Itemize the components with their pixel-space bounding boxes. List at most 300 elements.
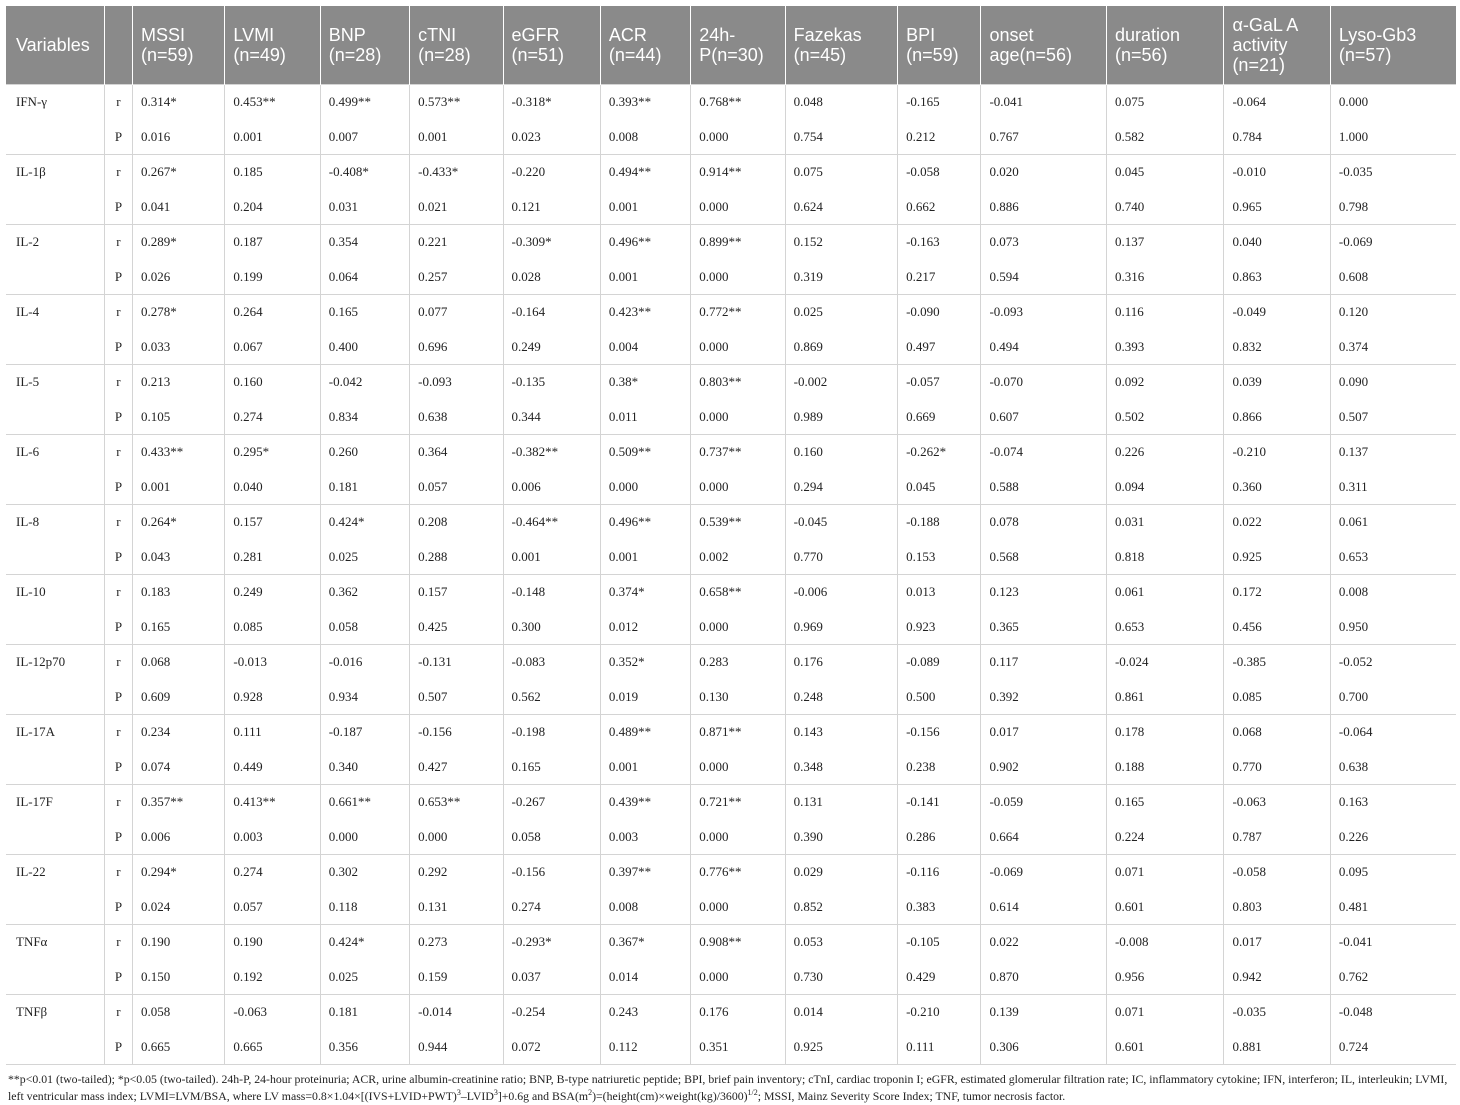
r-value-cell: -0.090 [898, 295, 981, 330]
p-value-cell: 0.130 [691, 680, 785, 715]
statistic-label-cell: P [104, 1030, 132, 1065]
r-value-cell: -0.024 [1106, 645, 1223, 680]
r-value-cell: -0.156 [898, 715, 981, 750]
p-value-cell: 0.014 [600, 960, 690, 995]
r-value-cell: 0.031 [1106, 505, 1223, 540]
p-value-cell: 0.798 [1330, 190, 1456, 225]
variable-cell: IL-22 [6, 855, 104, 890]
r-value-cell: 0.181 [320, 995, 409, 1030]
p-value-cell: 0.881 [1224, 1030, 1330, 1065]
r-value-cell: -0.148 [503, 575, 600, 610]
statistic-label-cell: P [104, 330, 132, 365]
r-value-cell: 0.653** [410, 785, 503, 820]
p-value-cell: 0.928 [225, 680, 320, 715]
r-value-cell: 0.260 [320, 435, 409, 470]
p-value-cell: 0.601 [1106, 1030, 1223, 1065]
p-value-cell: 0.787 [1224, 820, 1330, 855]
p-value-cell: 0.767 [981, 120, 1107, 155]
r-value-cell: -0.008 [1106, 925, 1223, 960]
p-value-cell: 0.105 [133, 400, 225, 435]
p-value-cell: 0.607 [981, 400, 1107, 435]
p-value-cell: 0.000 [691, 960, 785, 995]
p-value-cell: 0.165 [503, 750, 600, 785]
r-value-cell: 0.509** [600, 435, 690, 470]
p-value-cell: 0.653 [1330, 540, 1456, 575]
r-value-cell: 0.131 [785, 785, 897, 820]
p-value-cell: 0.188 [1106, 750, 1223, 785]
table-row [6, 330, 1456, 365]
variable-cell: TNFβ [6, 995, 104, 1030]
r-value-cell: -0.006 [785, 575, 897, 610]
r-value-cell: 0.025 [785, 295, 897, 330]
p-value-cell: 0.393 [1106, 330, 1223, 365]
r-value-cell: 0.077 [410, 295, 503, 330]
p-value-cell: 1.000 [1330, 120, 1456, 155]
r-value-cell: 0.157 [225, 505, 320, 540]
variable-cell: IL-17A [6, 715, 104, 750]
p-value-cell: 0.085 [225, 610, 320, 645]
p-value-cell: 0.001 [600, 540, 690, 575]
r-value-cell: 0.494** [600, 155, 690, 190]
p-value-cell: 0.344 [503, 400, 600, 435]
p-value-cell: 0.016 [133, 120, 225, 155]
r-value-cell: 0.075 [785, 155, 897, 190]
r-value-cell: 0.008 [1330, 575, 1456, 610]
r-value-cell: 0.176 [785, 645, 897, 680]
table-row [6, 610, 1456, 645]
r-value-cell: -0.163 [898, 225, 981, 260]
p-value-cell: 0.281 [225, 540, 320, 575]
r-value-cell: -0.057 [898, 365, 981, 400]
p-value-cell: 0.942 [1224, 960, 1330, 995]
p-value-cell: 0.724 [1330, 1030, 1456, 1065]
r-value-cell: -0.048 [1330, 995, 1456, 1030]
variable-cell [6, 260, 104, 295]
p-value-cell: 0.000 [691, 610, 785, 645]
p-value-cell: 0.012 [600, 610, 690, 645]
r-value-cell: -0.063 [225, 995, 320, 1030]
p-value-cell: 0.400 [320, 330, 409, 365]
variable-cell [6, 190, 104, 225]
correlation-table [6, 6, 1456, 1065]
r-value-cell: -0.318* [503, 85, 600, 120]
footnote-text: ; MSSI, Mainz Severity Score Index; TNF, tumor necrosis factor. [757, 1089, 1066, 1103]
r-value-cell: 0.172 [1224, 575, 1330, 610]
p-value-cell: 0.863 [1224, 260, 1330, 295]
variable-cell: IL-4 [6, 295, 104, 330]
variable-cell [6, 610, 104, 645]
p-value-cell: 0.869 [785, 330, 897, 365]
p-value-cell: 0.770 [1224, 750, 1330, 785]
r-value-cell: 0.721** [691, 785, 785, 820]
r-value-cell: 0.071 [1106, 995, 1223, 1030]
p-value-cell: 0.481 [1330, 890, 1456, 925]
p-value-cell: 0.923 [898, 610, 981, 645]
r-value-cell: 0.871** [691, 715, 785, 750]
p-value-cell: 0.085 [1224, 680, 1330, 715]
r-value-cell: 0.314* [133, 85, 225, 120]
r-value-cell: -0.254 [503, 995, 600, 1030]
r-value-cell: -0.385 [1224, 645, 1330, 680]
p-value-cell: 0.001 [600, 190, 690, 225]
variable-cell: IL-2 [6, 225, 104, 260]
p-value-cell: 0.131 [410, 890, 503, 925]
p-value-cell: 0.861 [1106, 680, 1223, 715]
r-value-cell: -0.035 [1330, 155, 1456, 190]
r-value-cell: -0.135 [503, 365, 600, 400]
p-value-cell: 0.026 [133, 260, 225, 295]
statistic-label-cell: P [104, 190, 132, 225]
r-value-cell: -0.408* [320, 155, 409, 190]
statistic-label-cell: P [104, 750, 132, 785]
r-value-cell: -0.070 [981, 365, 1107, 400]
p-value-cell: 0.365 [981, 610, 1107, 645]
table-row [6, 400, 1456, 435]
p-value-cell: 0.456 [1224, 610, 1330, 645]
p-value-cell: 0.356 [320, 1030, 409, 1065]
statistic-label-cell: r [104, 225, 132, 260]
table-row [6, 470, 1456, 505]
column-header [104, 6, 132, 85]
p-value-cell: 0.740 [1106, 190, 1223, 225]
p-value-cell: 0.249 [503, 330, 600, 365]
p-value-cell: 0.057 [410, 470, 503, 505]
r-value-cell: -0.165 [898, 85, 981, 120]
r-value-cell: -0.210 [898, 995, 981, 1030]
r-value-cell: -0.089 [898, 645, 981, 680]
statistic-label-cell: r [104, 155, 132, 190]
r-value-cell: 0.039 [1224, 365, 1330, 400]
variable-cell: IL-6 [6, 435, 104, 470]
p-value-cell: 0.360 [1224, 470, 1330, 505]
statistic-label-cell: r [104, 435, 132, 470]
r-value-cell: 0.489** [600, 715, 690, 750]
column-header: Lyso-Gb3 (n=57) [1330, 6, 1456, 85]
p-value-cell: 0.582 [1106, 120, 1223, 155]
p-value-cell: 0.665 [133, 1030, 225, 1065]
r-value-cell: -0.093 [981, 295, 1107, 330]
r-value-cell: 0.264* [133, 505, 225, 540]
r-value-cell: 0.137 [1106, 225, 1223, 260]
statistic-label-cell: r [104, 505, 132, 540]
p-value-cell: 0.754 [785, 120, 897, 155]
p-value-cell: 0.058 [503, 820, 600, 855]
p-value-cell: 0.950 [1330, 610, 1456, 645]
r-value-cell: -0.016 [320, 645, 409, 680]
p-value-cell: 0.000 [691, 400, 785, 435]
p-value-cell: 0.956 [1106, 960, 1223, 995]
r-value-cell: -0.262* [898, 435, 981, 470]
table-row [6, 890, 1456, 925]
r-value-cell: 0.424* [320, 505, 409, 540]
r-value-cell: -0.083 [503, 645, 600, 680]
p-value-cell: 0.002 [691, 540, 785, 575]
r-value-cell: 0.453** [225, 85, 320, 120]
r-value-cell: 0.499** [320, 85, 409, 120]
r-value-cell: 0.165 [1106, 785, 1223, 820]
r-value-cell: 0.160 [785, 435, 897, 470]
variable-cell [6, 680, 104, 715]
p-value-cell: 0.181 [320, 470, 409, 505]
column-header: LVMI (n=49) [225, 6, 320, 85]
variable-cell: IL-8 [6, 505, 104, 540]
r-value-cell: 0.374* [600, 575, 690, 610]
r-value-cell: -0.210 [1224, 435, 1330, 470]
p-value-cell: 0.319 [785, 260, 897, 295]
statistic-label-cell: r [104, 365, 132, 400]
r-value-cell: -0.042 [320, 365, 409, 400]
r-value-cell: -0.464** [503, 505, 600, 540]
column-header: BNP (n=28) [320, 6, 409, 85]
variable-cell [6, 400, 104, 435]
table-row [6, 295, 1456, 330]
p-value-cell: 0.449 [225, 750, 320, 785]
variable-cell: IL-5 [6, 365, 104, 400]
p-value-cell: 0.316 [1106, 260, 1223, 295]
p-value-cell: 0.192 [225, 960, 320, 995]
statistic-label-cell: P [104, 680, 132, 715]
table-header-row [6, 6, 1456, 85]
p-value-cell: 0.204 [225, 190, 320, 225]
r-value-cell: 0.017 [981, 715, 1107, 750]
p-value-cell: 0.638 [410, 400, 503, 435]
r-value-cell: 0.439** [600, 785, 690, 820]
p-value-cell: 0.696 [410, 330, 503, 365]
statistic-label-cell: P [104, 470, 132, 505]
p-value-cell: 0.000 [691, 820, 785, 855]
statistic-label-cell: r [104, 85, 132, 120]
r-value-cell: -0.309* [503, 225, 600, 260]
r-value-cell: -0.131 [410, 645, 503, 680]
p-value-cell: 0.870 [981, 960, 1107, 995]
r-value-cell: 0.221 [410, 225, 503, 260]
r-value-cell: -0.052 [1330, 645, 1456, 680]
p-value-cell: 0.500 [898, 680, 981, 715]
r-value-cell: -0.164 [503, 295, 600, 330]
variable-cell [6, 960, 104, 995]
r-value-cell: 0.185 [225, 155, 320, 190]
r-value-cell: 0.573** [410, 85, 503, 120]
p-value-cell: 0.624 [785, 190, 897, 225]
p-value-cell: 0.000 [320, 820, 409, 855]
r-value-cell: 0.364 [410, 435, 503, 470]
r-value-cell: -0.188 [898, 505, 981, 540]
r-value-cell: 0.737** [691, 435, 785, 470]
footnote-text: –LVID [460, 1089, 494, 1103]
p-value-cell: 0.008 [600, 890, 690, 925]
table-row [6, 750, 1456, 785]
p-value-cell: 0.934 [320, 680, 409, 715]
footnote-superscript: 3 [456, 1088, 461, 1098]
r-value-cell: -0.049 [1224, 295, 1330, 330]
p-value-cell: 0.274 [503, 890, 600, 925]
p-value-cell: 0.000 [600, 470, 690, 505]
p-value-cell: 0.390 [785, 820, 897, 855]
r-value-cell: -0.013 [225, 645, 320, 680]
p-value-cell: 0.427 [410, 750, 503, 785]
p-value-cell: 0.001 [503, 540, 600, 575]
p-value-cell: 0.074 [133, 750, 225, 785]
p-value-cell: 0.669 [898, 400, 981, 435]
p-value-cell: 0.000 [691, 330, 785, 365]
column-header: eGFR (n=51) [503, 6, 600, 85]
statistic-label-cell: r [104, 855, 132, 890]
r-value-cell: 0.157 [410, 575, 503, 610]
r-value-cell: -0.058 [1224, 855, 1330, 890]
r-value-cell: -0.156 [503, 855, 600, 890]
r-value-cell: -0.041 [981, 85, 1107, 120]
r-value-cell: -0.064 [1330, 715, 1456, 750]
p-value-cell: 0.118 [320, 890, 409, 925]
r-value-cell: -0.116 [898, 855, 981, 890]
p-value-cell: 0.021 [410, 190, 503, 225]
variable-cell [6, 890, 104, 925]
r-value-cell: 0.073 [981, 225, 1107, 260]
p-value-cell: 0.153 [898, 540, 981, 575]
p-value-cell: 0.001 [133, 470, 225, 505]
p-value-cell: 0.043 [133, 540, 225, 575]
r-value-cell: 0.294* [133, 855, 225, 890]
statistic-label-cell: P [104, 260, 132, 295]
statistic-label-cell: P [104, 820, 132, 855]
p-value-cell: 0.392 [981, 680, 1107, 715]
p-value-cell: 0.072 [503, 1030, 600, 1065]
p-value-cell: 0.007 [320, 120, 409, 155]
p-value-cell: 0.925 [785, 1030, 897, 1065]
r-value-cell: -0.198 [503, 715, 600, 750]
r-value-cell: 0.190 [225, 925, 320, 960]
r-value-cell: 0.045 [1106, 155, 1223, 190]
r-value-cell: 0.273 [410, 925, 503, 960]
p-value-cell: 0.902 [981, 750, 1107, 785]
variable-cell: IL-17F [6, 785, 104, 820]
variable-cell [6, 820, 104, 855]
p-value-cell: 0.028 [503, 260, 600, 295]
column-header: 24h-P(n=30) [691, 6, 785, 85]
p-value-cell: 0.006 [503, 470, 600, 505]
r-value-cell: 0.433** [133, 435, 225, 470]
r-value-cell: 0.267* [133, 155, 225, 190]
p-value-cell: 0.224 [1106, 820, 1223, 855]
p-value-cell: 0.094 [1106, 470, 1223, 505]
r-value-cell: 0.178 [1106, 715, 1223, 750]
p-value-cell: 0.000 [691, 120, 785, 155]
p-value-cell: 0.609 [133, 680, 225, 715]
r-value-cell: 0.071 [1106, 855, 1223, 890]
r-value-cell: -0.058 [898, 155, 981, 190]
column-header: Fazekas (n=45) [785, 6, 897, 85]
footnote-superscript: 3 [493, 1088, 498, 1098]
statistic-label-cell: P [104, 610, 132, 645]
r-value-cell: -0.382** [503, 435, 600, 470]
r-value-cell: -0.002 [785, 365, 897, 400]
p-value-cell: 0.286 [898, 820, 981, 855]
r-value-cell: -0.063 [1224, 785, 1330, 820]
p-value-cell: 0.497 [898, 330, 981, 365]
variable-cell [6, 470, 104, 505]
p-value-cell: 0.001 [600, 260, 690, 295]
r-value-cell: 0.776** [691, 855, 785, 890]
statistic-label-cell: r [104, 575, 132, 610]
r-value-cell: -0.074 [981, 435, 1107, 470]
p-value-cell: 0.653 [1106, 610, 1223, 645]
r-value-cell: -0.064 [1224, 85, 1330, 120]
r-value-cell: 0.289* [133, 225, 225, 260]
p-value-cell: 0.562 [503, 680, 600, 715]
r-value-cell: 0.38* [600, 365, 690, 400]
r-value-cell: -0.069 [981, 855, 1107, 890]
p-value-cell: 0.033 [133, 330, 225, 365]
r-value-cell: 0.022 [1224, 505, 1330, 540]
p-value-cell: 0.944 [410, 1030, 503, 1065]
table-row [6, 820, 1456, 855]
p-value-cell: 0.662 [898, 190, 981, 225]
table-row [6, 680, 1456, 715]
table-row [6, 85, 1456, 120]
p-value-cell: 0.199 [225, 260, 320, 295]
p-value-cell: 0.257 [410, 260, 503, 295]
table-row [6, 190, 1456, 225]
footnote-text: ]+0.6g and BSA(m [497, 1089, 589, 1103]
p-value-cell: 0.300 [503, 610, 600, 645]
table-row [6, 1030, 1456, 1065]
statistic-label-cell: r [104, 295, 132, 330]
r-value-cell: 0.899** [691, 225, 785, 260]
r-value-cell: 0.120 [1330, 295, 1456, 330]
table-row [6, 575, 1456, 610]
p-value-cell: 0.989 [785, 400, 897, 435]
r-value-cell: 0.176 [691, 995, 785, 1030]
r-value-cell: 0.213 [133, 365, 225, 400]
p-value-cell: 0.000 [691, 890, 785, 925]
statistic-label-cell: r [104, 995, 132, 1030]
r-value-cell: 0.283 [691, 645, 785, 680]
p-value-cell: 0.057 [225, 890, 320, 925]
p-value-cell: 0.507 [410, 680, 503, 715]
r-value-cell: 0.772** [691, 295, 785, 330]
p-value-cell: 0.040 [225, 470, 320, 505]
statistic-label-cell: P [104, 890, 132, 925]
p-value-cell: 0.700 [1330, 680, 1456, 715]
variable-cell [6, 120, 104, 155]
p-value-cell: 0.594 [981, 260, 1107, 295]
r-value-cell: 0.111 [225, 715, 320, 750]
table-row [6, 120, 1456, 155]
p-value-cell: 0.000 [410, 820, 503, 855]
statistic-label-cell: r [104, 645, 132, 680]
r-value-cell: 0.397** [600, 855, 690, 890]
table-row [6, 785, 1456, 820]
p-value-cell: 0.011 [600, 400, 690, 435]
r-value-cell: 0.190 [133, 925, 225, 960]
p-value-cell: 0.000 [691, 260, 785, 295]
table-row [6, 260, 1456, 295]
r-value-cell: 0.061 [1330, 505, 1456, 540]
table-row [6, 855, 1456, 890]
p-value-cell: 0.664 [981, 820, 1107, 855]
variable-cell: IFN-γ [6, 85, 104, 120]
p-value-cell: 0.111 [898, 1030, 981, 1065]
column-header: cTNI (n=28) [410, 6, 503, 85]
p-value-cell: 0.003 [600, 820, 690, 855]
table-row [6, 365, 1456, 400]
r-value-cell: 0.068 [133, 645, 225, 680]
table-row [6, 435, 1456, 470]
variable-cell: IL-12p70 [6, 645, 104, 680]
variable-cell [6, 540, 104, 575]
variable-cell [6, 330, 104, 365]
r-value-cell: -0.093 [410, 365, 503, 400]
